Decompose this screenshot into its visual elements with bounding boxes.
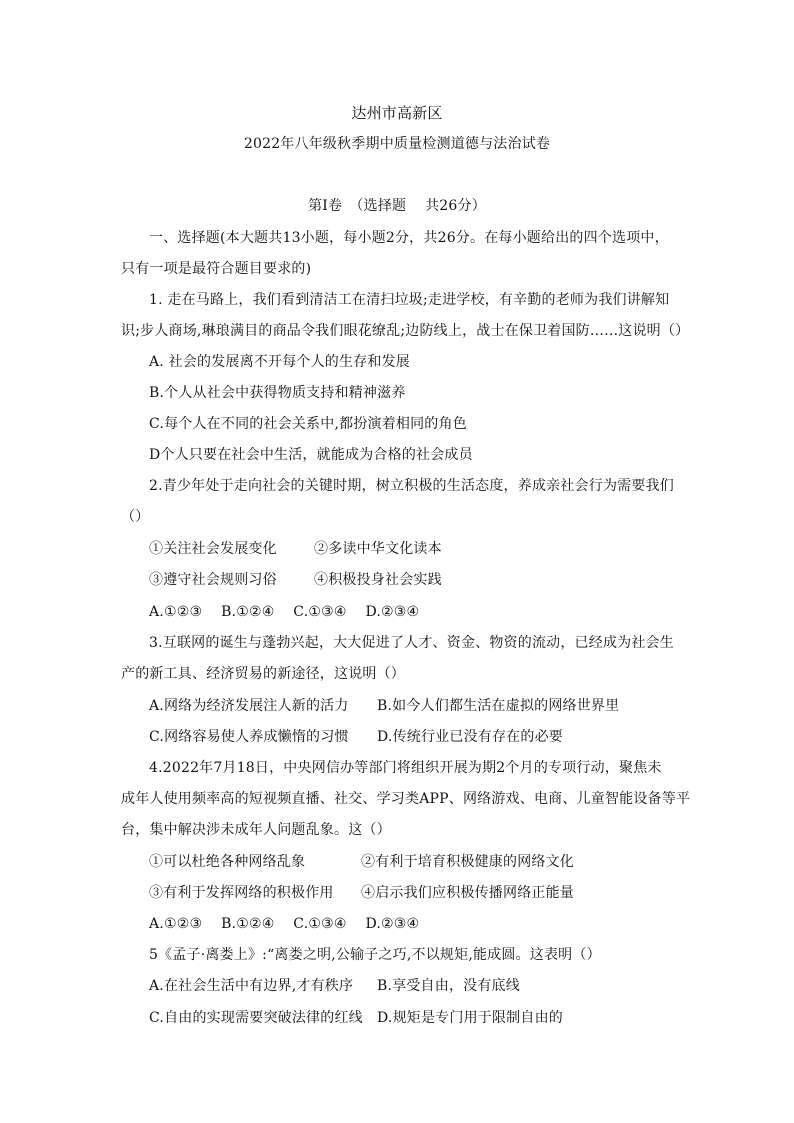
q1-stem-line-2: 识;步人商场,琳琅满目的商品令我们眼花缭乱;边防线上，战士在保卫着国防……这说明（）: [121, 323, 690, 339]
q3-option-b: B.如今人们都生活在虚拟的网络世界里: [377, 698, 620, 714]
q2-item-2: ②多读中华文化读本: [314, 541, 442, 557]
q5-stem: 5《孟子·离娄上》:“离娄之明,公输子之巧,不以规矩,能成圆。这表明（）: [149, 947, 601, 963]
exam-title: 2022年八年级秋季期中质量检测道德与法治试卷: [243, 136, 551, 152]
q1-option-d: D个人只要在社会中生活，就能成为合格的社会成员: [149, 447, 473, 463]
q4-item-3: ③有利于发挥网络的积极作用: [149, 885, 334, 901]
q1-option-a: A. 社会的发展离不开每个人的生存和发展: [149, 354, 411, 370]
q4-stem-line-2: 成年人使用频率高的短视频直播、社交、学习类APP、网络游戏、电商、儿童智能设备等平: [121, 791, 691, 807]
q3-option-c: C.网络容易使人养成懒惰的习惯: [149, 729, 349, 745]
q4-stem-line-1: 4.2022年7月18日，中央网信办等部门将组织开展为期2个月的专项行动，聚焦未: [149, 760, 662, 776]
q5-option-a: A.在社会生活中有边界,才有秩序: [149, 978, 354, 994]
q1-stem-line-1: 1. 走在马路上，我们看到清洁工在清扫垃圾;走进学校，有辛勤的老师为我们讲解知: [149, 292, 670, 308]
q1-option-b: B.个人从社会中获得物质支持和精神滋养: [149, 385, 406, 401]
q3-option-a: A.网络为经济发展注人新的活力: [149, 698, 349, 714]
q4-answer-choices: A.①②③ B.①②④ C.①③④ D.②③④: [149, 916, 420, 932]
q4-item-2: ②有利于培育积极健康的网络文化: [361, 854, 574, 870]
q4-item-1: ①可以杜绝各种网络乱象: [149, 854, 306, 870]
q2-stem-line-1: 2.青少年处于走向社会的关键时期，树立积极的生活态度，养成亲社会行为需要我们: [149, 478, 674, 494]
q3-stem-line-2: 产的新工具、经济贸易的新途径，这说明（）: [121, 666, 405, 682]
q3-option-d: D.传统行业已没有存在的必要: [377, 729, 563, 745]
q5-option-d: D.规矩是专门用于限制自由的: [377, 1010, 563, 1026]
q2-item-1: ①关注社会发展变化: [149, 541, 277, 557]
q5-option-c: C.自由的实现需要突破法律的红线: [149, 1010, 363, 1026]
q2-stem-line-2: （）: [121, 509, 150, 525]
q1-option-c: C.每个人在不同的社会关系中,都扮演着相同的角色: [149, 416, 467, 432]
q4-item-4: ④启示我们应积极传播网络正能量: [361, 885, 574, 901]
q3-stem-line-1: 3.互联网的诞生与蓬勃兴起，大大促进了人才、资金、物资的流动，已经成为社会生: [149, 635, 674, 651]
region-title: 达州市高新区: [351, 104, 443, 122]
instruction-line-2: 只有一项是最符合题目要求的): [121, 261, 312, 277]
section-heading: 第Ⅰ卷 （选择题 共26分）: [308, 198, 486, 214]
q2-item-3: ③遵守社会规则习俗: [149, 572, 277, 588]
instruction-line-1: 一、选择题(本大题共13小题，每小题2分，共26分。在每小题给出的四个选项中，: [149, 230, 669, 246]
q5-option-b: B.享受自由，没有底线: [377, 978, 520, 994]
q2-item-4: ④积极投身社会实践: [314, 572, 442, 588]
q2-answer-choices: A.①②③ B.①②④ C.①③④ D.②③④: [149, 604, 420, 620]
q4-stem-line-3: 台，集中解决涉未成年人问题乱象。这（）: [121, 822, 391, 838]
